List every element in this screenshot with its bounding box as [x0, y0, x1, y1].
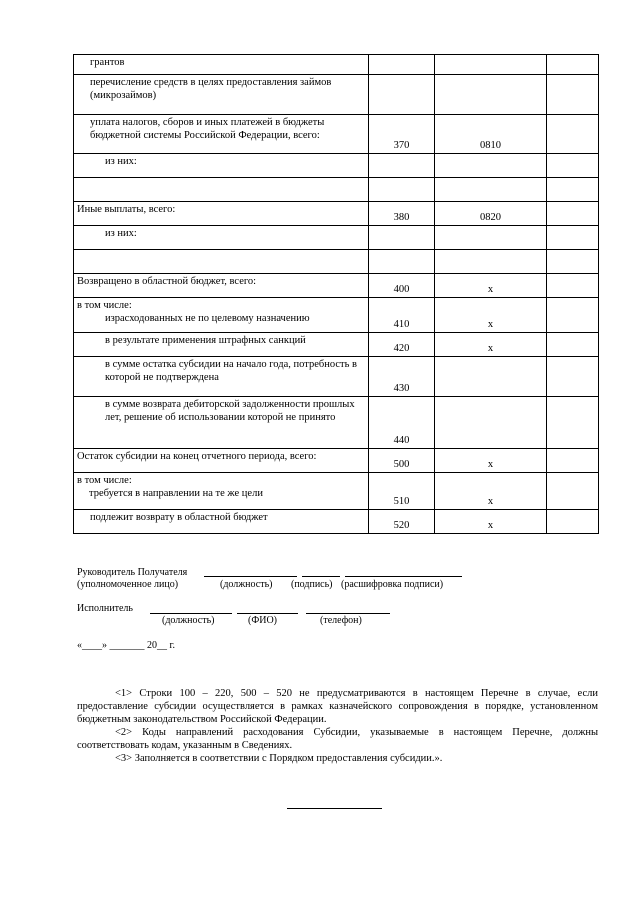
footnotes [77, 687, 598, 765]
row-label: в результате применения штрафных санкций [74, 333, 369, 357]
row-code [369, 250, 435, 274]
table-row [74, 510, 599, 534]
row-label: в сумме остатка субсидии на начало года, потребность в которой не подтверждена [74, 357, 369, 397]
row-num: x [435, 333, 547, 357]
row-label: из них: [74, 154, 369, 178]
row-num [435, 154, 547, 178]
row-label-cell [74, 298, 369, 333]
table-row [74, 202, 599, 226]
row-value [547, 250, 599, 274]
row-label: израсходованных не по целевому назначению [105, 313, 310, 324]
signature-line [306, 613, 390, 614]
row-code: 430 [369, 357, 435, 397]
row-num [435, 178, 547, 202]
row-value [547, 397, 599, 449]
row-label-top: в том числе: [77, 300, 132, 311]
row-value [547, 274, 599, 298]
row-code [369, 178, 435, 202]
row-label: уплата налогов, сборов и иных платежей в бюджеты бюджетной системы Российской Федерации, всего: [74, 115, 369, 154]
table-row [74, 274, 599, 298]
caption-decoding: (расшифровка подписи) [341, 579, 444, 590]
row-value [547, 226, 599, 250]
row-code [369, 154, 435, 178]
caption-fio: (ФИО) [248, 615, 278, 626]
row-label: перечисление средств в целях предоставления займов (микрозаймов) [74, 75, 369, 115]
row-num: x [435, 510, 547, 534]
head-sub: (уполномоченное лицо) [77, 579, 179, 590]
table-row [74, 226, 599, 250]
signature-line [204, 576, 297, 577]
row-num [435, 357, 547, 397]
table-row [74, 449, 599, 473]
table-row [74, 473, 599, 510]
row-label-top: в том числе: [77, 475, 132, 486]
table-row [74, 55, 599, 75]
row-value [547, 357, 599, 397]
table-row [74, 178, 599, 202]
row-num: x [435, 449, 547, 473]
row-label: Иные выплаты, всего: [74, 202, 369, 226]
table-row [74, 75, 599, 115]
row-num [435, 250, 547, 274]
footer-divider [287, 808, 382, 809]
row-label: в сумме возврата дебиторской задолженности прошлых лет, решение об использовании которой не принято [74, 397, 369, 449]
date-line: «____» _______ 20__ г. [77, 640, 175, 651]
caption-position: (должность) [162, 615, 215, 626]
row-num [435, 226, 547, 250]
exec-label: Исполнитель [77, 603, 133, 614]
table-row [74, 357, 599, 397]
row-value [547, 75, 599, 115]
caption-signature: (подпись) [291, 579, 333, 590]
row-label: грантов [74, 55, 369, 75]
row-code: 440 [369, 397, 435, 449]
row-code: 380 [369, 202, 435, 226]
table-row [74, 397, 599, 449]
row-num: x [435, 473, 547, 510]
row-num [435, 55, 547, 75]
table-row [74, 115, 599, 154]
caption-phone: (телефон) [320, 615, 362, 626]
row-code: 420 [369, 333, 435, 357]
row-label-cell [74, 473, 369, 510]
row-num: 0810 [435, 115, 547, 154]
row-num [435, 397, 547, 449]
row-label: Возвращено в областной бюджет, всего: [74, 274, 369, 298]
row-num [435, 75, 547, 115]
row-code [369, 55, 435, 75]
table-row [74, 298, 599, 333]
row-label [74, 178, 369, 202]
row-code [369, 75, 435, 115]
row-value [547, 333, 599, 357]
row-value [547, 202, 599, 226]
row-label [74, 250, 369, 274]
row-value [547, 473, 599, 510]
footnote: <1> Строки 100 – 220, 500 – 520 не предусматриваются в настоящем Перечне в случае, если предоставление субсидии осуществляется в рамках казначейского сопровождения в порядке, установленном бюджетным законодательством Российской Федерации. [77, 688, 598, 725]
row-code [369, 226, 435, 250]
head-label: Руководитель Получателя [77, 567, 188, 578]
row-value [547, 154, 599, 178]
row-value [547, 449, 599, 473]
row-num: x [435, 298, 547, 333]
row-code: 410 [369, 298, 435, 333]
row-value [547, 178, 599, 202]
footnote: <3> Заполняется в соответствии с Порядком предоставления субсидии.». [115, 753, 443, 764]
table-row [74, 250, 599, 274]
row-code: 500 [369, 449, 435, 473]
row-label: из них: [74, 226, 369, 250]
signature-line [150, 613, 232, 614]
table-row [74, 154, 599, 178]
row-label: требуется в направлении на те же цели [89, 488, 263, 499]
table-row [74, 333, 599, 357]
signature-line [237, 613, 298, 614]
row-label: Остаток субсидии на конец отчетного периода, всего: [74, 449, 369, 473]
caption-position: (должность) [220, 579, 273, 590]
row-num: x [435, 274, 547, 298]
row-value [547, 510, 599, 534]
row-value [547, 55, 599, 75]
row-code: 510 [369, 473, 435, 510]
row-value [547, 298, 599, 333]
row-code: 400 [369, 274, 435, 298]
row-value [547, 115, 599, 154]
signature-line [302, 576, 340, 577]
footnote: <2> Коды направлений расходования Субсидии, указываемые в настоящем Перечне, должны соответствовать кодам, указанным в Сведениях. [77, 727, 598, 751]
row-num: 0820 [435, 202, 547, 226]
row-label: подлежит возврату в областной бюджет [74, 510, 369, 534]
signature-line [345, 576, 462, 577]
row-code: 370 [369, 115, 435, 154]
report-table [73, 54, 599, 534]
row-code: 520 [369, 510, 435, 534]
